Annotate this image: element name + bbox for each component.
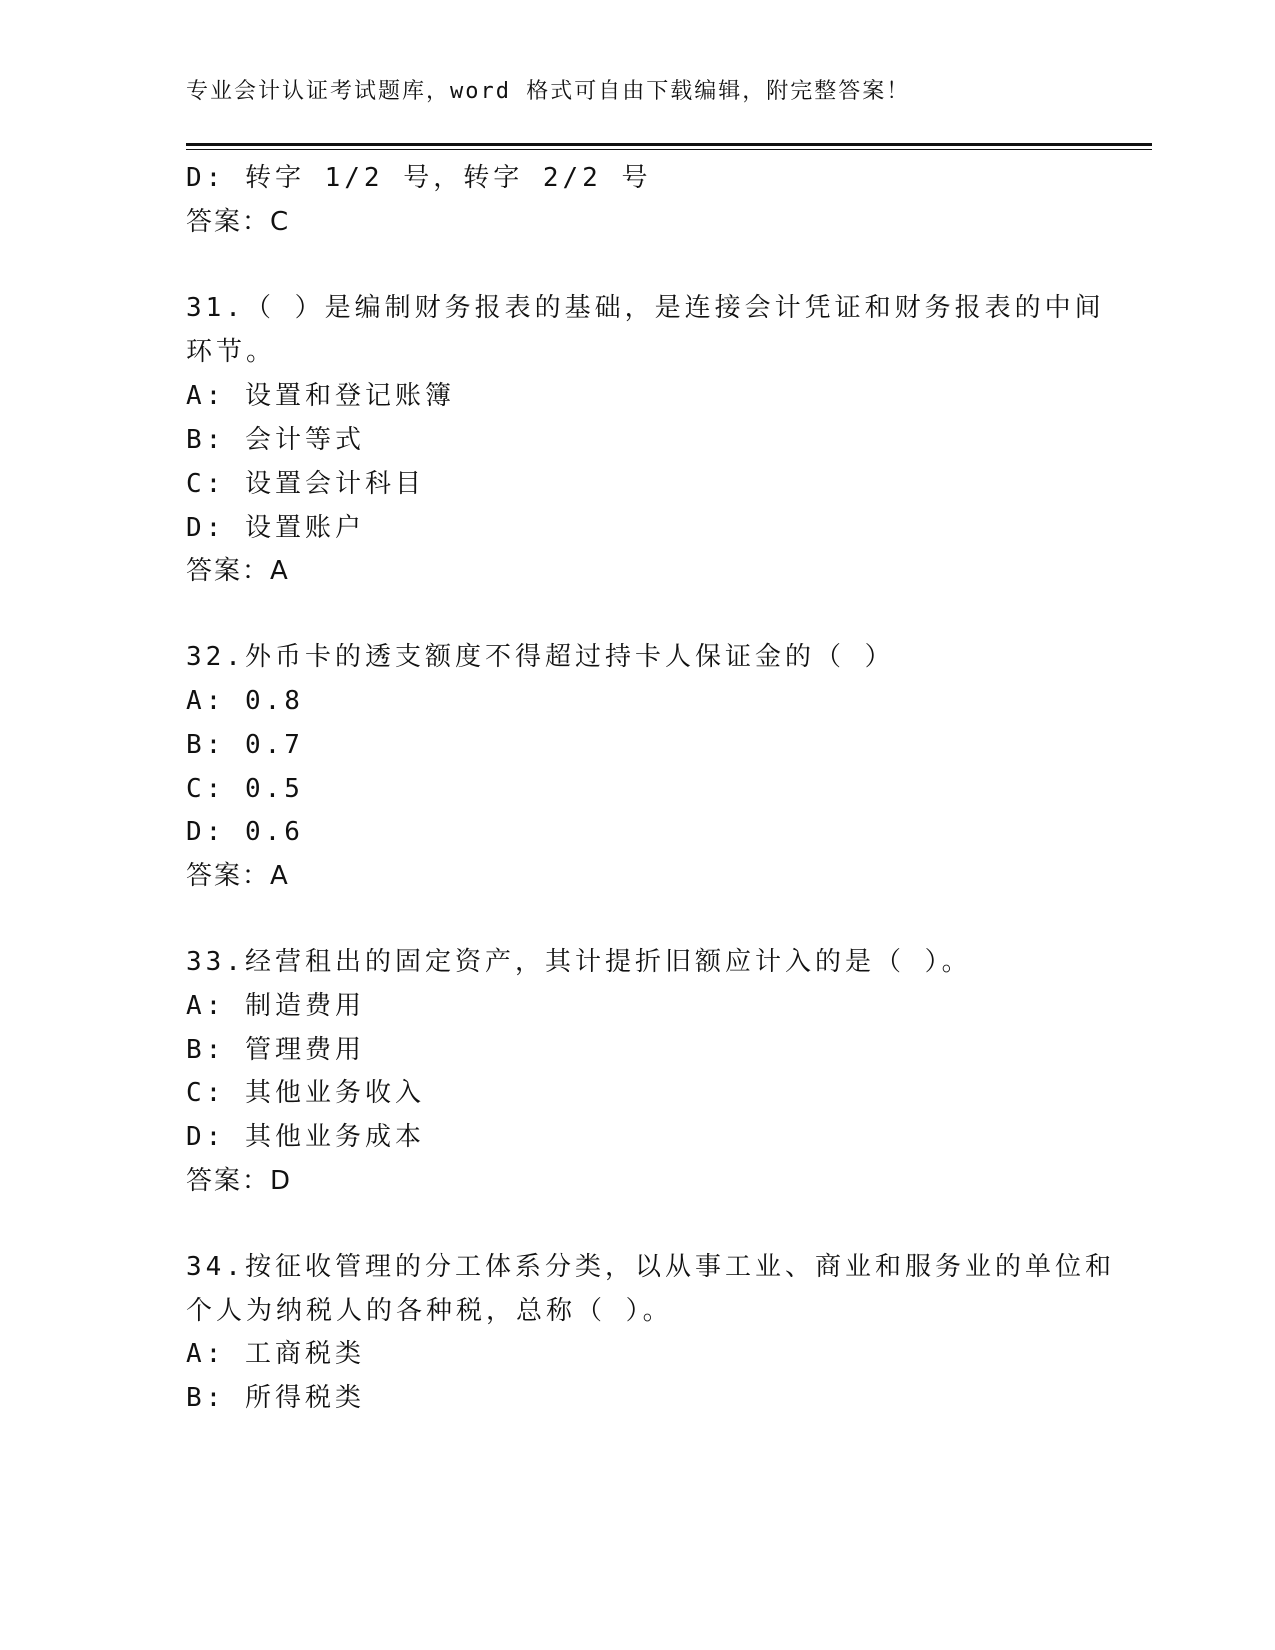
answer-q31: 答案：A <box>186 556 290 586</box>
page-header: 专业会计认证考试题库，word 格式可自由下载编辑，附完整答案！ <box>186 79 911 104</box>
option-c-q31: C: 设置会计科目 <box>186 469 425 499</box>
question-31-line2: 环节。 <box>186 337 277 367</box>
header-rule-thin <box>186 149 1152 150</box>
option-a-q34: A: 工商税类 <box>186 1339 365 1369</box>
question-34-line2: 个人为纳税人的各种税，总称（ ）。 <box>186 1296 673 1326</box>
answer-q30: 答案：C <box>186 207 291 237</box>
option-b-q33: B: 管理费用 <box>186 1035 365 1065</box>
option-a-q33: A: 制造费用 <box>186 991 365 1021</box>
header-rule-thick <box>186 143 1152 146</box>
question-33: 33.经营租出的固定资产，其计提折旧额应计入的是（ ）。 <box>186 947 972 977</box>
option-d-q32: D: 0.6 <box>186 817 304 847</box>
option-c-q33: C: 其他业务收入 <box>186 1078 425 1108</box>
option-b-q32: B: 0.7 <box>186 730 304 760</box>
answer-q33: 答案：D <box>186 1166 293 1196</box>
question-31-line1: 31.（ ）是编制财务报表的基础，是连接会计凭证和财务报表的中间 <box>186 293 1105 323</box>
question-32: 32.外币卡的透支额度不得超过持卡人保证金的（ ） <box>186 642 895 672</box>
option-d-q33: D: 其他业务成本 <box>186 1122 425 1152</box>
answer-q32: 答案：A <box>186 861 290 891</box>
option-d-q30: D: 转字 1/2 号，转字 2/2 号 <box>186 163 652 193</box>
option-d-q31: D: 设置账户 <box>186 513 365 543</box>
option-a-q31: A: 设置和登记账簿 <box>186 381 455 411</box>
question-34-line1: 34.按征收管理的分工体系分类，以从事工业、商业和服务业的单位和 <box>186 1252 1115 1282</box>
option-c-q32: C: 0.5 <box>186 774 304 804</box>
option-a-q32: A: 0.8 <box>186 686 304 716</box>
option-b-q31: B: 会计等式 <box>186 425 365 455</box>
option-b-q34: B: 所得税类 <box>186 1383 365 1413</box>
